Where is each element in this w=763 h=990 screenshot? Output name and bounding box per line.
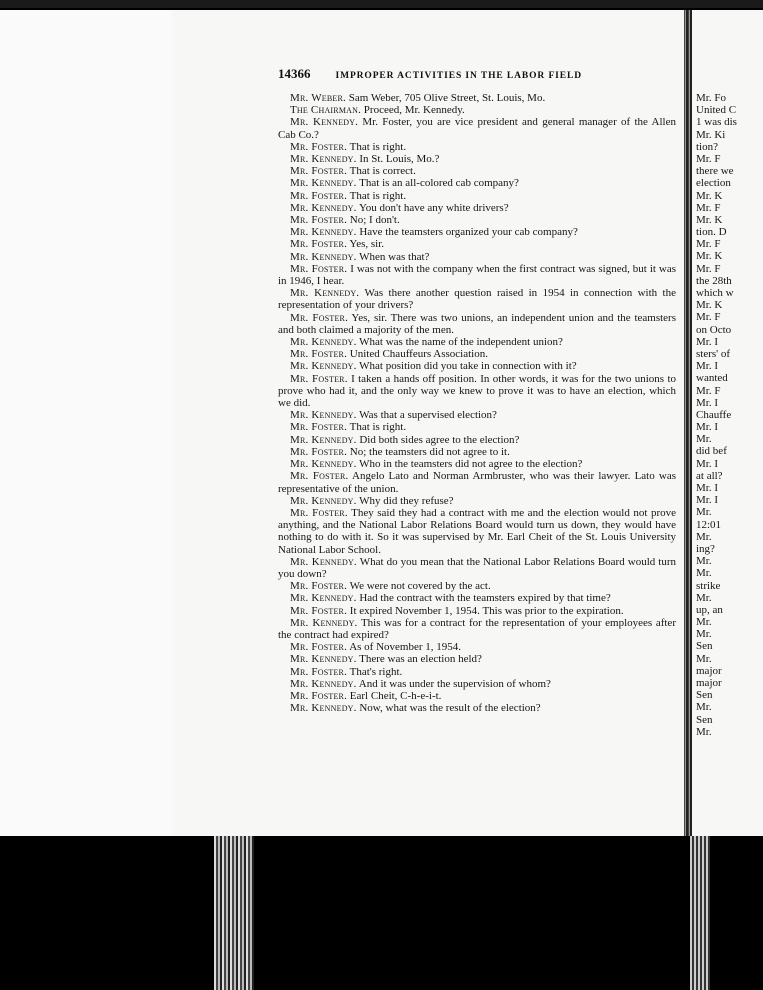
speech-text: That is correct. bbox=[349, 165, 416, 178]
transcript-paragraph bbox=[278, 702, 676, 714]
speaker-name: Mr. Foster. bbox=[290, 262, 348, 275]
right-page-line: tion? bbox=[696, 140, 718, 153]
speech-text: I was not with the company when the first contract was signed, but it was in 1946, I hear. bbox=[278, 262, 677, 288]
speaker-name: Mr. Kennedy. bbox=[290, 494, 357, 507]
speech-text: Was that a supervised election? bbox=[359, 409, 497, 422]
speaker-name: Mr. Kennedy. bbox=[290, 226, 357, 239]
speech-text: No; the teamsters did not agree to it. bbox=[349, 445, 510, 458]
transcript-paragraph bbox=[278, 373, 676, 410]
speech-text: No; I don't. bbox=[349, 214, 400, 227]
transcript-paragraph bbox=[278, 202, 676, 214]
right-page-line: did bef bbox=[696, 445, 727, 458]
right-page-line: Mr. F bbox=[696, 384, 721, 397]
speech-text: I taken a hands off position. In other words, it was for the two unions to prove who had it, and the only way we knew to prove it was to have an election, which we did. bbox=[278, 372, 677, 410]
transcript-paragraph bbox=[278, 190, 676, 202]
speech-text: Did both sides agree to the election? bbox=[359, 433, 520, 446]
left-scan-margin bbox=[0, 10, 172, 836]
speaker-name: Mr. Kennedy. bbox=[290, 702, 357, 715]
transcript-paragraph bbox=[278, 592, 676, 604]
speaker-name: Mr. Foster. bbox=[290, 470, 349, 483]
transcript-paragraph bbox=[278, 617, 676, 641]
speaker-name: Mr. Foster. bbox=[290, 165, 348, 178]
speech-text: We were not covered by the act. bbox=[349, 580, 491, 593]
transcript-paragraph bbox=[278, 653, 676, 665]
speaker-name: Mr. Foster. bbox=[290, 604, 348, 617]
book-gutter bbox=[684, 10, 692, 836]
page-number: 14366 bbox=[278, 66, 311, 81]
speaker-name: Mr. Foster. bbox=[290, 140, 348, 153]
speech-text: In St. Louis, Mo.? bbox=[359, 153, 440, 166]
right-page-line: major bbox=[696, 677, 722, 689]
speech-text: Yes, sir. bbox=[349, 238, 385, 251]
right-page-line: Mr. K bbox=[696, 299, 723, 312]
speech-text: That is right. bbox=[349, 421, 407, 434]
right-page-line: sters' of bbox=[696, 347, 731, 360]
speaker-name: Mr. Foster. bbox=[290, 238, 348, 251]
transcript-paragraph bbox=[278, 165, 676, 177]
right-page-line: 1 was dis bbox=[696, 116, 737, 129]
transcript-paragraph bbox=[278, 214, 676, 226]
transcript-paragraph bbox=[278, 312, 676, 336]
speaker-name: Mr. Kennedy. bbox=[290, 433, 357, 446]
speech-text: That is right. bbox=[349, 140, 407, 153]
right-page-line: Mr. bbox=[696, 555, 712, 568]
speaker-name: Mr. Kennedy. bbox=[290, 336, 357, 349]
speaker-name: Mr. Foster. bbox=[290, 689, 348, 702]
speaker-name: Mr. Foster. bbox=[290, 421, 348, 434]
transcript-paragraph bbox=[278, 421, 676, 433]
speaker-name: Mr. Foster. bbox=[290, 665, 348, 678]
speech-text: This was for a contract for the representation of your employees after the contract had expired? bbox=[278, 616, 676, 641]
speech-text: Angelo Lato and Norman Armbruster, who was their lawyer. Lato was representative of the union. bbox=[278, 470, 676, 495]
speaker-name: Mr. Kennedy. bbox=[290, 555, 357, 568]
right-page-line: Mr. bbox=[696, 530, 712, 543]
speech-text: Have the teamsters organized your cab company? bbox=[359, 226, 578, 239]
speech-text: And it was under the supervision of whom? bbox=[358, 677, 551, 690]
speaker-name: Mr. Foster. bbox=[290, 311, 349, 324]
right-page-line: Mr. bbox=[696, 701, 712, 714]
right-page-line: Mr. bbox=[696, 628, 712, 641]
right-page-line: Mr. K bbox=[696, 213, 723, 226]
right-page-line: Mr. I bbox=[696, 396, 718, 409]
speech-text: Who in the teamsters did not agree to the election? bbox=[359, 458, 583, 471]
transcript-paragraph bbox=[278, 409, 676, 421]
speech-text: It expired November 1, 1954. This was prior to the expiration. bbox=[349, 604, 624, 617]
speaker-name: Mr. Foster. bbox=[290, 214, 348, 227]
right-page-line: Mr. I bbox=[696, 457, 718, 470]
transcript-paragraph bbox=[278, 336, 676, 348]
speaker-name: Mr. Kennedy. bbox=[290, 616, 358, 629]
scan-shadow-left bbox=[214, 836, 254, 990]
speech-text: Mr. Foster, you are vice president and general manager of the Allen Cab Co.? bbox=[278, 116, 677, 141]
speech-text: They said they had a contract with me and the election would not prove anything, and the National Labor Relations Board would turn us down, they would have nothing to do with it. So it was supervised by Mr. Earl Cheit of the St. Louis University National Labor School. bbox=[278, 506, 676, 556]
transcript-paragraph bbox=[278, 251, 676, 263]
transcript-paragraph bbox=[278, 458, 676, 470]
speech-text: That's right. bbox=[349, 665, 403, 678]
right-page-line: Mr. I bbox=[696, 335, 718, 348]
transcript-paragraph bbox=[278, 690, 676, 702]
right-page-line: ing? bbox=[696, 542, 715, 555]
transcript-paragraph bbox=[278, 678, 676, 690]
speech-text: Sam Weber, 705 Olive Street, St. Louis, Mo. bbox=[348, 92, 546, 104]
transcript-paragraph bbox=[278, 360, 676, 372]
transcript-paragraph bbox=[278, 238, 676, 250]
page-header bbox=[278, 66, 678, 80]
transcript-paragraph bbox=[278, 605, 676, 617]
speaker-name: Mr. Foster. bbox=[290, 372, 348, 385]
right-page-line: 12:01 bbox=[696, 518, 722, 531]
right-page-line: Mr. Fo bbox=[696, 92, 726, 104]
speaker-name: Mr. Kennedy. bbox=[290, 677, 357, 690]
speaker-name: Mr. Foster. bbox=[290, 580, 348, 593]
transcript-body bbox=[278, 92, 676, 714]
speaker-name: Mr. Kennedy. bbox=[290, 360, 357, 373]
right-page-line: wanted bbox=[696, 372, 728, 385]
transcript-paragraph bbox=[278, 116, 676, 140]
transcript-paragraph bbox=[278, 470, 676, 494]
right-page-line: Mr. F bbox=[696, 152, 721, 165]
speaker-name: Mr. Kennedy. bbox=[290, 250, 357, 263]
right-page-line: election bbox=[696, 177, 731, 190]
speech-text: As of November 1, 1954. bbox=[349, 641, 462, 654]
speaker-name: Mr. Kennedy. bbox=[290, 458, 357, 471]
right-page-line: major bbox=[696, 664, 722, 677]
right-page-line: Sen bbox=[696, 689, 713, 702]
scan-top-edge bbox=[0, 0, 763, 8]
right-page-line: on Octo bbox=[696, 323, 732, 336]
transcript-paragraph bbox=[278, 666, 676, 678]
speech-text: What position did you take in connection with it? bbox=[359, 360, 577, 373]
transcript-paragraph bbox=[278, 226, 676, 238]
speaker-name: The Chairman. bbox=[290, 104, 362, 117]
speech-text: That is an all-colored cab company? bbox=[359, 177, 519, 190]
right-page-line: Mr. I bbox=[696, 360, 718, 373]
speech-text: Was there another question raised in 1954 in connection with the representation of your drivers? bbox=[278, 287, 676, 312]
speaker-name: Mr. Kennedy. bbox=[290, 409, 357, 422]
speaker-name: Mr. Kennedy. bbox=[290, 653, 357, 666]
speech-text: What do you mean that the National Labor Relations Board would turn you down? bbox=[278, 555, 676, 580]
right-page-text bbox=[696, 92, 763, 738]
right-page-line: Mr. F bbox=[696, 201, 721, 214]
right-page-line: Sen bbox=[696, 640, 713, 653]
right-page-line: Chauffe bbox=[696, 408, 732, 421]
speaker-name: Mr. Kennedy. bbox=[290, 153, 357, 166]
speaker-name: Mr. Kennedy. bbox=[290, 592, 357, 605]
speaker-name: Mr. Foster. bbox=[290, 348, 348, 361]
transcript-paragraph bbox=[278, 92, 676, 104]
running-title: IMPROPER ACTIVITIES IN THE LABOR FIELD bbox=[335, 71, 582, 81]
right-page-line: strike bbox=[696, 579, 721, 592]
speaker-name: Mr. Foster. bbox=[290, 445, 348, 458]
transcript-paragraph bbox=[278, 495, 676, 507]
right-page bbox=[692, 10, 763, 836]
right-page-line: Mr. I bbox=[696, 494, 718, 507]
transcript-paragraph bbox=[278, 641, 676, 653]
right-page-line: United C bbox=[696, 104, 737, 117]
right-page-line: Mr. F bbox=[696, 311, 721, 324]
transcript-paragraph bbox=[278, 287, 676, 311]
right-page-line: Mr. bbox=[696, 591, 712, 604]
speaker-name: Mr. Foster. bbox=[290, 641, 348, 654]
speech-text: What was the name of the independent union? bbox=[359, 336, 563, 349]
speech-text: There was an election held? bbox=[359, 653, 482, 666]
speaker-name: Mr. Kennedy. bbox=[290, 116, 359, 129]
right-page-line: Mr. I bbox=[696, 421, 718, 434]
transcript-paragraph bbox=[278, 446, 676, 458]
right-page-line: Mr. I bbox=[696, 482, 718, 494]
transcript-paragraph bbox=[278, 556, 676, 580]
right-page-line: Mr. F bbox=[696, 238, 721, 251]
right-page-line: the 28th bbox=[696, 274, 732, 287]
right-page-line: Mr. Ki bbox=[696, 128, 726, 141]
right-page-line: tion. D bbox=[696, 226, 727, 239]
speaker-name: Mr. Weber. bbox=[290, 92, 346, 104]
speech-text: Yes, sir. There was two unions, an independent union and the teamsters and both claimed a majority of the men. bbox=[278, 311, 676, 336]
speech-text: You don't have any white drivers? bbox=[358, 201, 509, 214]
transcript-paragraph bbox=[278, 104, 676, 116]
right-page-line: at all? bbox=[696, 469, 723, 482]
right-page-line: Mr. K bbox=[696, 250, 723, 263]
speech-text: Proceed, Mr. Kennedy. bbox=[363, 104, 465, 117]
transcript-paragraph bbox=[278, 348, 676, 360]
transcript-paragraph bbox=[278, 580, 676, 592]
speech-text: Why did they refuse? bbox=[359, 494, 454, 507]
right-page-line: Mr. bbox=[696, 652, 712, 665]
speaker-name: Mr. Kennedy. bbox=[290, 177, 357, 190]
transcript-paragraph bbox=[278, 177, 676, 189]
transcript-paragraph bbox=[278, 263, 676, 287]
speech-text: United Chauffeurs Association. bbox=[349, 348, 488, 361]
transcript-paragraph bbox=[278, 153, 676, 165]
right-page-line: there we bbox=[696, 165, 734, 178]
transcript-paragraph bbox=[278, 507, 676, 556]
speaker-name: Mr. Kennedy. bbox=[290, 201, 357, 214]
right-page-line: Sen bbox=[696, 713, 713, 726]
transcript-paragraph bbox=[278, 434, 676, 446]
speech-text: Earl Cheit, C-h-e-i-t. bbox=[349, 689, 442, 702]
right-page-line: Mr. F bbox=[696, 262, 721, 275]
right-page-line: Mr. K bbox=[696, 189, 723, 202]
speech-text: Now, what was the result of the election? bbox=[359, 702, 541, 715]
speaker-name: Mr. Kennedy. bbox=[290, 287, 360, 300]
transcript-paragraph bbox=[278, 141, 676, 153]
scan-shadow-right bbox=[690, 836, 710, 990]
right-page-line: Mr. bbox=[696, 567, 712, 580]
right-page-line: which w bbox=[696, 287, 734, 299]
right-page-line: up, an bbox=[696, 603, 723, 616]
speech-text: Had the contract with the teamsters expired by that time? bbox=[359, 592, 611, 605]
speaker-name: Mr. Foster. bbox=[290, 189, 348, 202]
right-page-line: Mr. bbox=[696, 725, 712, 738]
right-page-line: Mr. bbox=[696, 506, 712, 519]
speech-text: When was that? bbox=[359, 250, 430, 263]
speaker-name: Mr. Foster. bbox=[290, 506, 348, 519]
right-page-line: Mr. bbox=[696, 616, 712, 629]
right-page-line: Mr. bbox=[696, 433, 712, 446]
speech-text: That is right. bbox=[349, 189, 407, 202]
